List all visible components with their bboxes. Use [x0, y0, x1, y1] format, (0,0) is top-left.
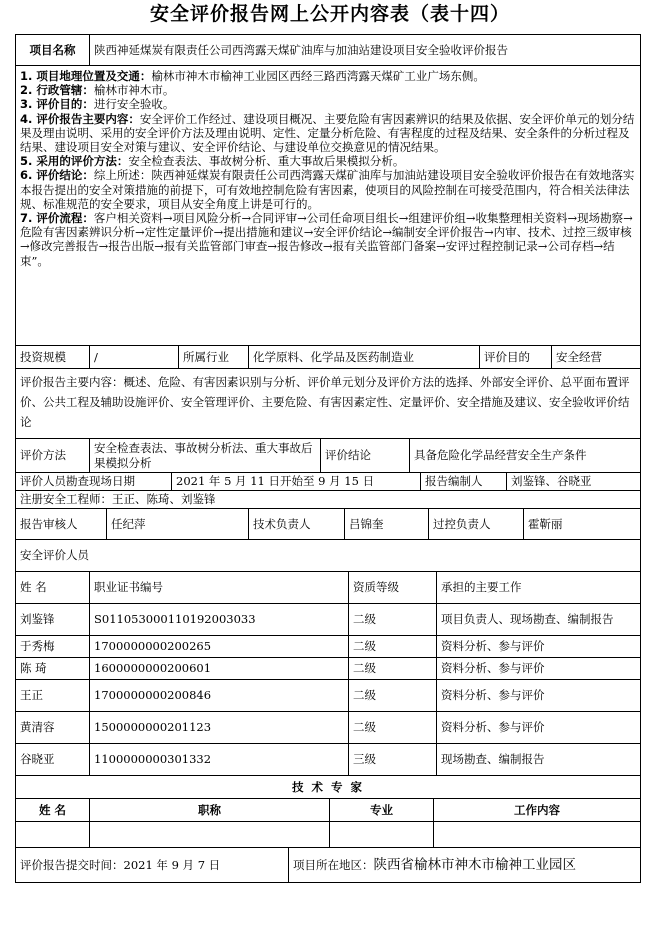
table-row [16, 603, 640, 635]
scale-row [16, 345, 640, 368]
scale-value: / [89, 346, 178, 368]
section-3: 3. 评价目的：进行安全验收。 [20, 97, 175, 112]
experts-empty-major [329, 822, 433, 847]
experts-title-row [16, 775, 640, 798]
staff-title-row [16, 539, 640, 571]
staff-header-level: 资质等级 [348, 572, 436, 603]
section-2: 2. 行政管辖：榆林市神木市。 [20, 83, 175, 98]
submit-date: 评价报告提交时间：2021 年 9 月 7 日 [20, 857, 221, 872]
staff-level: 二级 [348, 604, 436, 635]
staff-name: 于秀梅 [20, 639, 55, 654]
staff-level: 二级 [348, 636, 436, 657]
staff-work: 现场勘查、编制报告 [436, 744, 640, 775]
purpose-label: 评价目的 [479, 346, 551, 368]
staff-name: 谷晓亚 [20, 752, 55, 767]
staff-cert: 1500000000201123 [89, 712, 348, 743]
control-label: 过控负责人 [428, 509, 523, 539]
location-value: 陕西省榆林市神木市榆神工业园区 [373, 856, 576, 873]
staff-work: 资料分析、参与评价 [436, 680, 640, 711]
writer-label: 报告编制人 [420, 473, 506, 490]
section-1: 1. 项目地理位置及交通：榆林市神木市榆神工业园区西经三路西湾露天煤矿工业广场东侧。 [20, 69, 485, 83]
experts-empty-work [433, 822, 640, 847]
table-row [16, 635, 640, 657]
project-name-row [16, 35, 640, 65]
experts-header-work: 工作内容 [433, 799, 640, 821]
method-row [16, 438, 640, 472]
staff-name: 王正 [20, 688, 43, 703]
reviewer-value: 任纪萍 [106, 509, 248, 539]
staff-cert: S011053000110192003033 [89, 604, 348, 635]
project-name-label: 项目名称 [29, 42, 76, 57]
section-6: 6. 评价结论：综上所述：陕西神延煤炭有限责任公司西湾露天煤矿油库与加油站建设项目安全验收评价报告在有效地落实本报告提出的安全对策措施的前提下，可有效地控制危险有害因素，使项目的风险控制在可接受范围内，符合相关法律法规、标准规范的安全要求，项目从安全角度上讲是可行的。 [20, 168, 635, 211]
experts-header-title: 职称 [89, 799, 329, 821]
table-row [16, 711, 640, 743]
staff-header-name: 姓 名 [20, 580, 47, 595]
document-title: 安全评价报告网上公开内容表（表十四） [149, 3, 510, 25]
staff-header-work: 承担的主要工作 [436, 572, 640, 603]
staff-level: 二级 [348, 680, 436, 711]
experts-header-row [16, 798, 640, 821]
experts-empty-title [89, 822, 329, 847]
control-value: 霍靳丽 [523, 509, 640, 539]
location-label: 项目所在地区： [293, 857, 374, 872]
report-content-row [16, 368, 640, 438]
industry-value: 化学原料、化学品及医药制造业 [248, 346, 479, 368]
review-row [16, 508, 640, 539]
section-5: 5. 采用的评价方法：安全检查表法、事故树分析、重大事故后果模拟分析。 [20, 154, 405, 169]
staff-header-cert: 职业证书编号 [89, 572, 348, 603]
staff-work: 项目负责人、现场勘查、编制报告 [436, 604, 640, 635]
staff-level: 二级 [348, 712, 436, 743]
experts-empty-row [16, 821, 640, 847]
survey-label: 评价人员勘查现场日期 [20, 474, 135, 489]
staff-work: 资料分析、参与评价 [436, 658, 640, 679]
industry-label: 所属行业 [178, 346, 248, 368]
staff-name: 陈 琦 [20, 661, 47, 676]
disclosure-table [15, 34, 641, 883]
survey-value: 2021 年 5 月 11 日开始至 9 月 15 日 [171, 473, 420, 490]
staff-level: 二级 [348, 658, 436, 679]
section-7: 7. 评价流程：客户相关资料→项目风险分析→合同评审→公司任命项目组长→组建评价组→收集整理相关资料→现场勘察→危险有害因素辨识分析→定性定量评价→提出措施和建议→安全评价结论→编制安全评价报告→内审、技术、过控三级审核→修改完善报告→报告出版→报有关监管部门审查→报告修改→报有关监管部门备案→安评过程控制记录→公司存档→结束”。 [20, 211, 633, 268]
section-4: 4. 评价报告主要内容：安全评价工作经过、建设项目概况、主要危险有害因素辨识的结果及依据、安全评价单元的划分结果及理由说明、采用的安全评价方法及理由说明、定性、定量分析危险、有害程度的过程及结果、安全条件的分析过程及结果、建设项目安全对策与建议、安全评价结论、与建设单位交换意见的情况结果。 [20, 111, 635, 155]
table-row [16, 679, 640, 711]
report-content: 评价报告主要内容：概述、危险、有害因素识别与分析、评价单元划分及评价方法的选择、外部安全评价、总平面布置评价、公共工程及辅助设施评价、安全管理评价、主要危险、有害因素定性、定量评价、安全措施及建议、安全验收评价结论 [20, 375, 630, 429]
conclusion-label: 评价结论 [320, 439, 409, 472]
sections-block [16, 66, 640, 345]
staff-cert: 1100000000301332 [89, 744, 348, 775]
staff-cert: 1700000000200846 [89, 680, 348, 711]
engineer-list: 注册安全工程师：王正、陈琦、刘鉴锋 [20, 492, 216, 507]
experts-title: 技 术 专 家 [291, 779, 364, 794]
conclusion-value: 具备危险化学品经营安全生产条件 [409, 439, 640, 472]
experts-empty-name [16, 822, 89, 847]
staff-work: 资料分析、参与评价 [436, 712, 640, 743]
tech-label: 技术负责人 [248, 509, 344, 539]
project-name-value: 陕西神延煤炭有限责任公司西湾露天煤矿油库与加油站建设项目安全验收评价报告 [89, 35, 640, 65]
staff-level: 三级 [348, 744, 436, 775]
method-label: 评价方法 [20, 448, 66, 463]
reviewer-label: 报告审核人 [20, 516, 78, 531]
staff-work: 资料分析、参与评价 [436, 636, 640, 657]
scale-label: 投资规模 [20, 349, 66, 364]
method-value: 安全检查表法、事故树分析法、重大事故后果模拟分析 [89, 439, 320, 472]
sections-row [16, 65, 640, 345]
staff-cert: 1600000000200601 [89, 658, 348, 679]
footer-row [16, 847, 640, 882]
table-row [16, 743, 640, 775]
survey-row [16, 472, 640, 490]
staff-cert: 1700000000200265 [89, 636, 348, 657]
staff-name: 刘鉴锋 [20, 612, 55, 627]
experts-header-major: 专业 [329, 799, 433, 821]
experts-header-name: 姓 名 [38, 802, 66, 817]
tech-value: 吕锦奎 [344, 509, 428, 539]
purpose-value: 安全经营 [551, 346, 640, 368]
staff-name: 黄清容 [20, 720, 55, 735]
staff-title: 安全评价人员 [20, 548, 89, 563]
writer-value: 刘鉴锋、谷晓亚 [506, 473, 640, 490]
table-row [16, 657, 640, 679]
staff-header-row [16, 571, 640, 603]
project-location [288, 848, 640, 882]
engineer-row [16, 490, 640, 508]
